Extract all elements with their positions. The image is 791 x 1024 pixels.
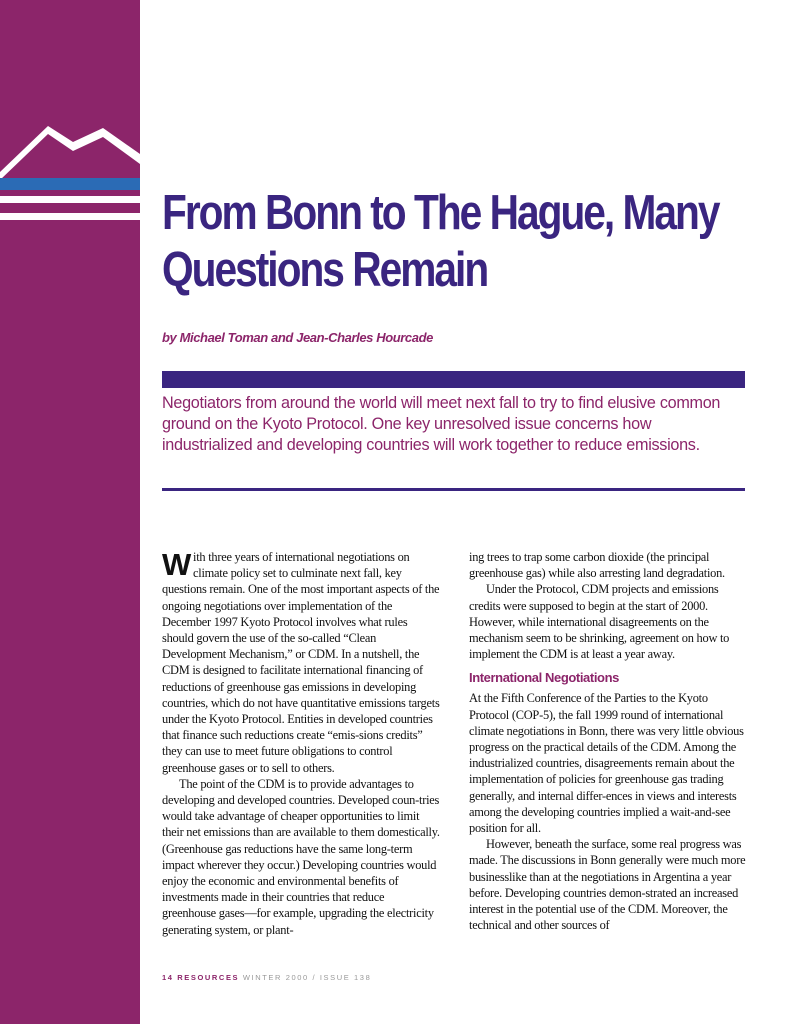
body-column-right bbox=[469, 549, 747, 933]
mountain-logo-icon bbox=[0, 112, 140, 227]
body-paragraph: Under the Protocol, CDM projects and emissions credits were supposed to begin at the start of 2000. However, while international disagreements on the mechanism seem to be shrinking, agreement on how to implement the CDM is at least a year away. bbox=[469, 582, 730, 662]
drop-cap: W bbox=[162, 547, 192, 582]
body-column-left bbox=[162, 549, 440, 938]
publication-name: RESOURCES bbox=[177, 973, 240, 982]
body-paragraph: However, beneath the surface, some real progress was made. The discussions in Bonn generally were much more businesslike than at the negotiations in Argentina a year before. Developing countries demon-strated an increased interest in the potential use of the CDM. Moreover, the technical and other sources of bbox=[469, 837, 746, 933]
page-footer bbox=[162, 973, 371, 982]
bottom-rule bbox=[162, 488, 745, 491]
sidebar-band bbox=[0, 0, 140, 1024]
article-byline: by Michael Toman and Jean-Charles Hourcade bbox=[162, 330, 433, 345]
body-paragraph: ing trees to trap some carbon dioxide (the principal greenhouse gas) while also arresting land degradation. bbox=[469, 550, 725, 581]
body-paragraph: The point of the CDM is to provide advantages to developing and developed countries. Developed coun-tries would take advantage of cheaper opportunities to limit their net emissions than are available to them domestically. (Greenhouse gas reductions have the same long-term impact wherever they occur.) Developing countries would enjoy the economic and environmental benefits of investments made in their countries that reduce greenhouse gases—for example, upgrading the electricity generating system, or plant- bbox=[162, 776, 440, 937]
paragraph-text: ith three years of international negotiations on climate policy set to culminate next fall, key questions remain. One of the most important aspects of the ongoing negotiations over implementation of the December 1997 Kyoto Protocol involves what rules should govern the use of the so-called “Clean Development Mechanism,” or CDM. In a nutshell, the CDM is designed to facilitate international financing of reductions of greenhouse gas emissions in developing countries, which do not have quantitative emissions targets under the Kyoto Protocol. Entities in developed countries that finance such reductions create “emis-sions credits” they can use to meet future obligations to control greenhouse gases or to sell to others. bbox=[162, 550, 440, 775]
article-title: From Bonn to The Hague, Many Questions Remain bbox=[162, 186, 719, 297]
body-paragraph: At the Fifth Conference of the Parties to the Kyoto Protocol (COP-5), the fall 1999 round of international climate negotiations in Bonn, there was very little obvious progress on the practical details of the CDM. Among the industrialized countries, disagreements remain about the implementation of policies for greenhouse gas trading generally, and internal differ-ences in views and interests among the developing countries implied a wait-and-see position for all. bbox=[469, 691, 744, 836]
top-rule bbox=[162, 371, 745, 388]
article-deck: Negotiators from around the world will meet next fall to try to find elusive common ground on the Kyoto Protocol. One key unresolved issue concerns how industrialized and developing countries will work together to reduce emissions. bbox=[162, 394, 721, 454]
section-subhead: International Negotiations bbox=[469, 670, 619, 686]
body-paragraph bbox=[162, 549, 440, 776]
issue-info: WINTER 2000 / ISSUE 138 bbox=[242, 973, 372, 982]
page-number: 14 bbox=[162, 973, 174, 982]
